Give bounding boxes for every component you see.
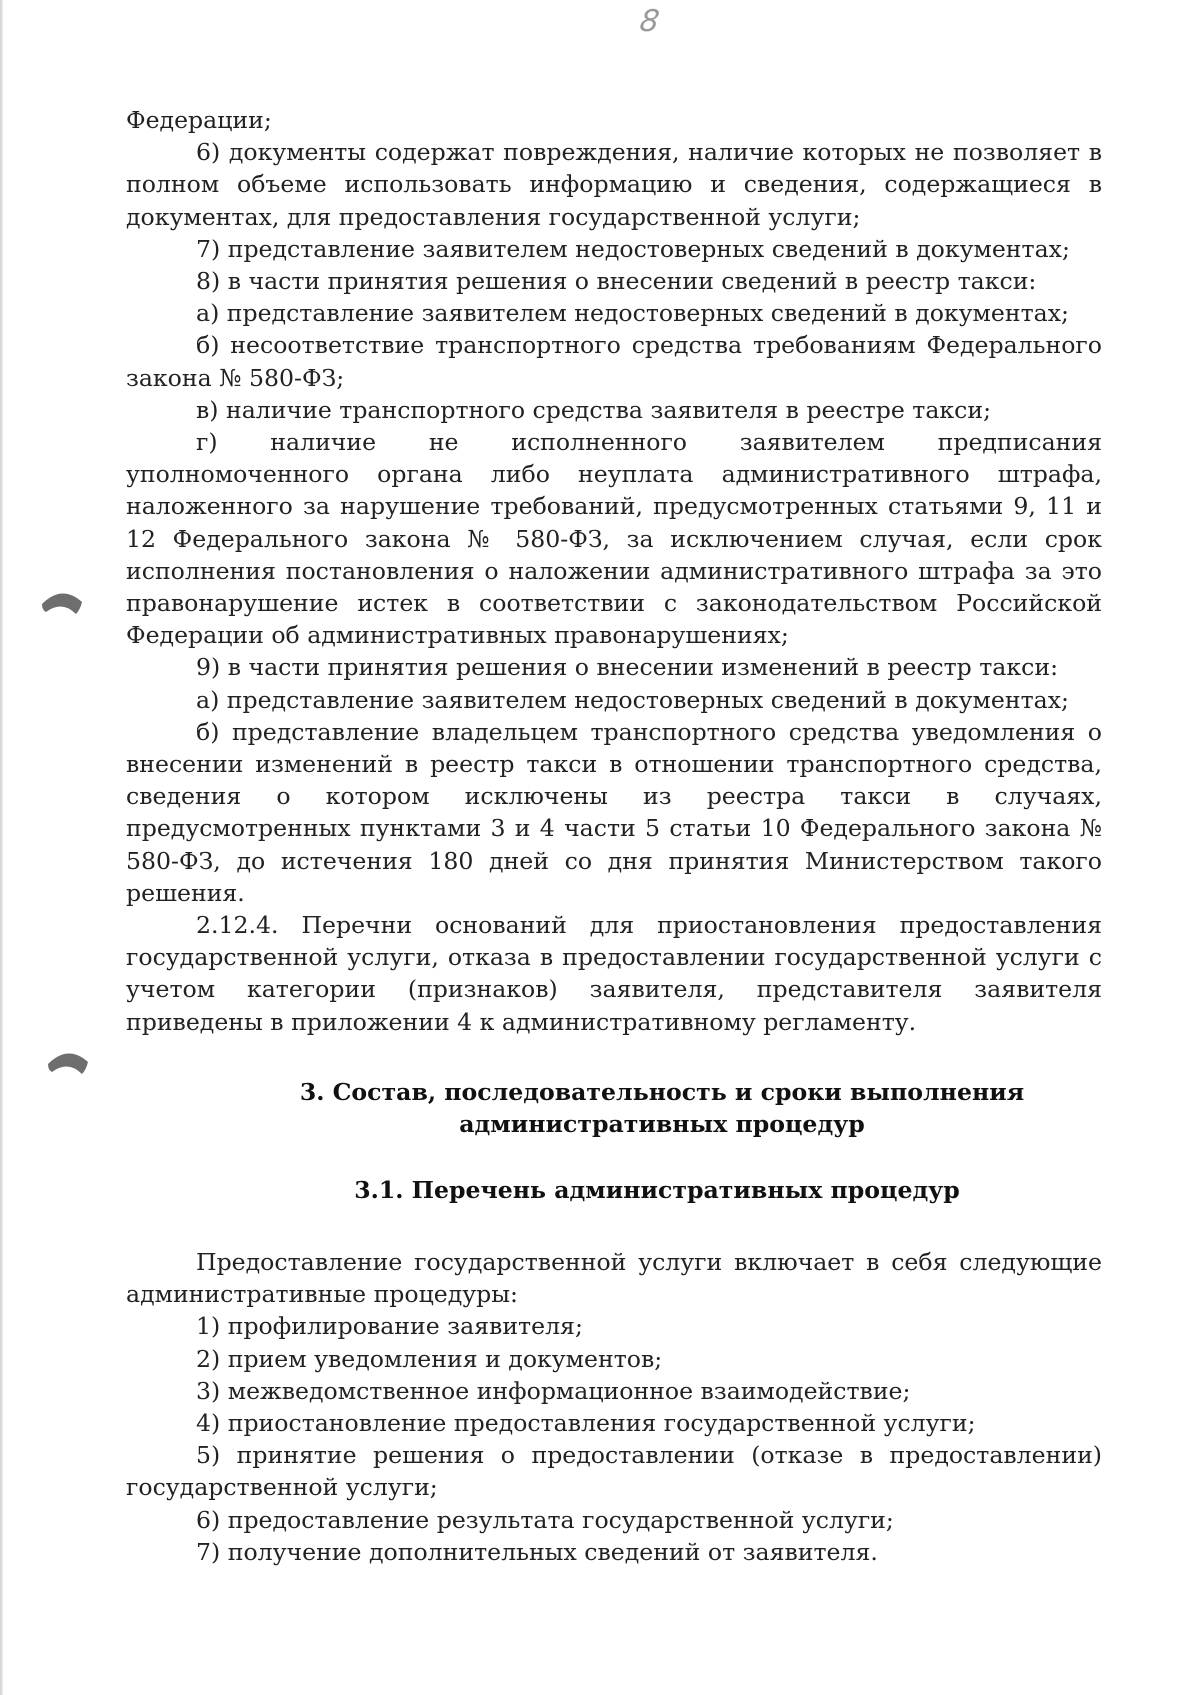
document-page [126,104,1102,1568]
paragraph: Федерации; [126,106,272,134]
punch-hole-icon [40,580,84,620]
paragraph: 1) профилирование заявителя; [196,1312,583,1341]
paragraph: а) представление заявителем недостоверных сведений в документах; [196,685,1069,714]
section-heading-line2: административных процедур [459,1109,865,1138]
page-number: 8 [637,4,662,39]
paragraph: 7) получение дополнительных сведений от заявителя. [196,1537,878,1566]
paragraphs-before [126,104,1102,1038]
section-heading-line1: 3. Состав, последовательность и сроки выполнения [299,1077,1025,1106]
paragraph: 3) межведомственное информационное взаимодействие; [196,1376,911,1405]
paragraph: в) наличие транспортного средства заявителя в реестре такси; [196,395,992,424]
paragraph: 9) в части принятия решения о внесении изменений в реестр такси: [196,653,1059,682]
paragraph: 6) документы содержат повреждения, наличие которых не позволяет в полном объеме использовать информацию и сведения, содержащиеся в документах, для предоставления государственной услуги; [126,138,1102,231]
paragraph: б) представление владельцем транспортного средства уведомления о внесении изменений в реестр такси в отношении транспортного средства, сведения о котором исключены из реестра такси в случаях, предусмотренных пунктами 3 и 4 части 5 статьи 10 Федерального закона № 580-ФЗ, до истечения 180 дней со дня принятия Министерством такого решения. [126,717,1102,907]
paragraph: 4) приостановление предоставления государственной услуги; [196,1408,976,1437]
paragraph: 2.12.4. Перечни оснований для приостановления предоставления государственной услуги, отказа в предоставлении государственной услуги с учетом категории (признаков) заявителя, представителя заявителя приведены в приложении 4 к административному регламенту. [126,911,1102,1036]
paragraph: Предоставление государственной услуги включает в себя следующие административные процедуры: [126,1247,1102,1309]
paragraph: 5) принятие решения о предоставлении (отказе в предоставлении) государственной услуги; [126,1441,1102,1502]
scan-edge [0,0,3,1695]
paragraph: 8) в части принятия решения о внесении сведений в реестр такси: [196,267,1037,296]
section-heading [126,1076,1102,1140]
paragraph: 2) прием уведомления и документов; [196,1344,663,1373]
paragraph: 7) представление заявителем недостоверных сведений в документах; [196,234,1070,263]
paragraph: б) несоответствие транспортного средства требованиям Федерального закона № 580-ФЗ; [126,331,1102,392]
paragraph: 6) предоставление результата государственной услуги; [196,1505,894,1534]
paragraph: г) наличие не исполненного заявителем предписания уполномоченного органа либо неуплата административного штрафа, наложенного за нарушение требований, предусмотренных статьями 9, 11 и 12 Федерального закона № 580-ФЗ, за исключением случая, если срок исполнения постановления о наложении административного штрафа за это правонарушение истек в соответствии с законодательством Российской Федерации об административных правонарушениях; [126,428,1102,650]
subsection-heading: 3.1. Перечень административных процедур [354,1175,960,1204]
punch-hole-icon [46,1040,90,1080]
paragraphs-after [126,1246,1102,1568]
paragraph: а) представление заявителем недостоверных сведений в документах; [196,299,1069,328]
